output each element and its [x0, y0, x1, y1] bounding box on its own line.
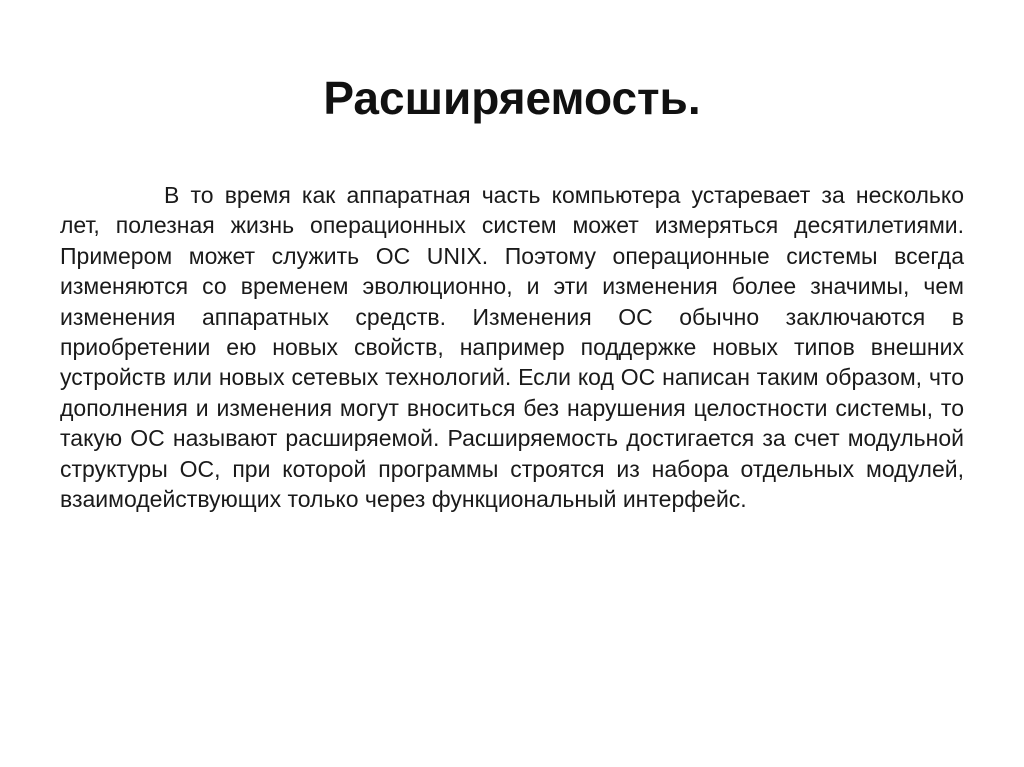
slide-title: Расширяемость. [323, 72, 701, 124]
slide-body-text: В то время как аппаратная часть компьютера устаревает за несколько лет, полезная жизнь операционных систем может измеряться десятилетиями. Примером может служить ОС UNIX. Поэтому операционные системы всегда изменяются со временем эволюционно, и эти изменения более значимы, чем изменения аппаратных средств. Изменения ОС обычно заключаются в приобретении ею новых свойств, например поддержке новых типов внешних устройств или новых сетевых технологий. Если код ОС написан таким образом, что дополнения и изменения могут вноситься без нарушения целостности системы, то такую ОС называют расширяемой. Расширяемость достигается за счет модульной структуры ОС, при которой программы строятся из набора отдельных модулей, взаимодействующих только через функциональный интерфейс. [60, 182, 964, 513]
